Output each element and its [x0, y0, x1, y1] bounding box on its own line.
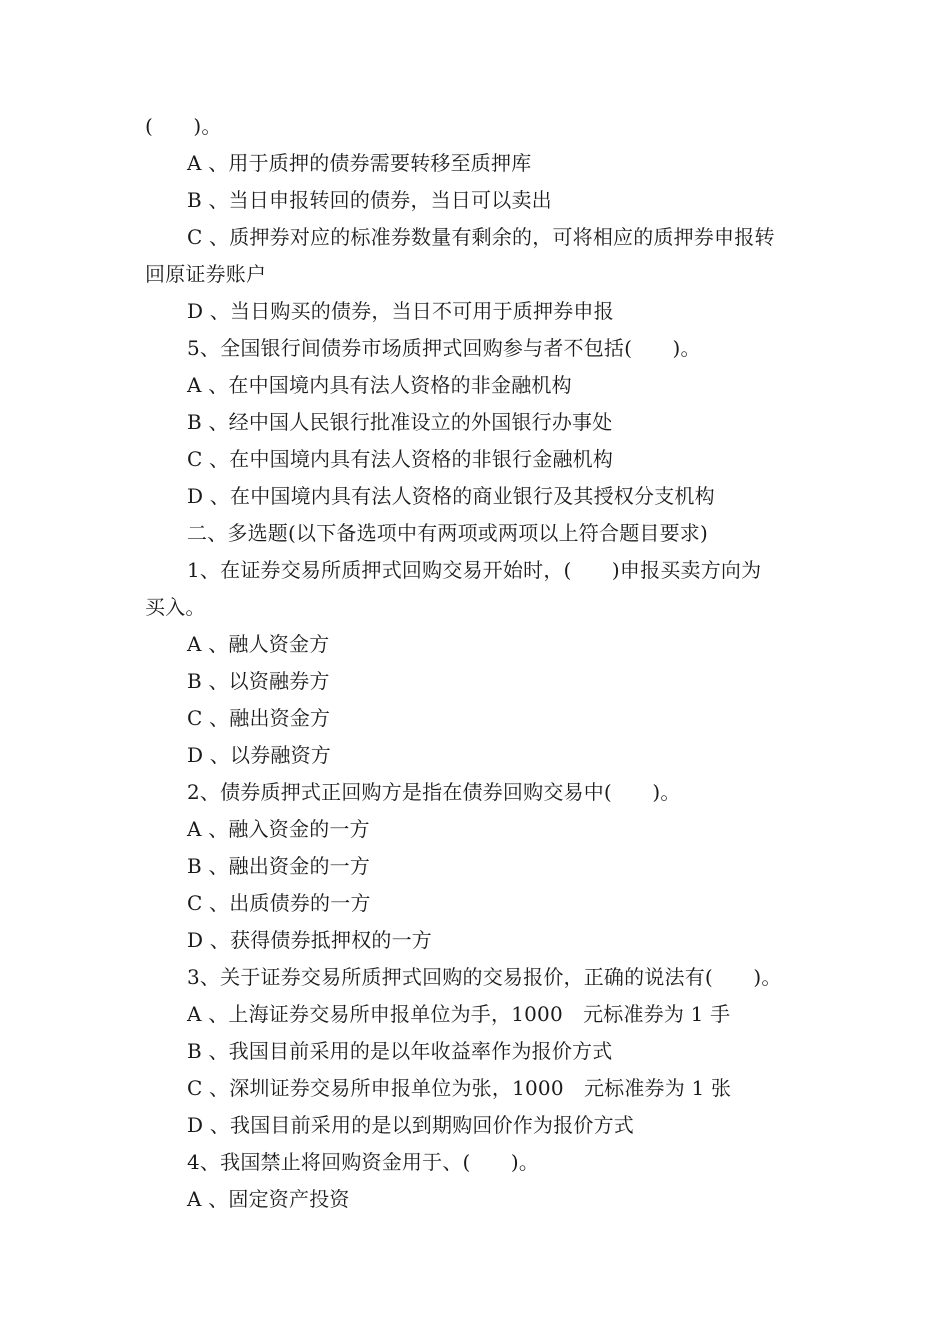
option-line: D 、当日购买的债券，当日不可用于质押券申报 — [187, 299, 614, 323]
option-line: D 、我国目前采用的是以到期购回价作为报价方式 — [187, 1113, 634, 1137]
option-line: A 、融入资金的一方 — [187, 817, 370, 841]
option-line: C 、出质债券的一方 — [187, 891, 371, 915]
question-line: 1、在证券交易所质押式回购交易开始时，( )申报买卖方向为 — [187, 558, 762, 582]
option-line: C 、融出资金方 — [187, 706, 331, 730]
text-line: ( )。 — [145, 114, 222, 138]
question-line: 2、债券质押式正回购方是指在债券回购交易中( )。 — [187, 780, 681, 804]
option-line: B 、融出资金的一方 — [187, 854, 371, 878]
option-line: A 、固定资产投资 — [187, 1187, 350, 1211]
option-line: A 、上海证券交易所申报单位为手，1000 元标准券为 1 手 — [187, 1002, 731, 1026]
question-line: 3、关于证券交易所质押式回购的交易报价，正确的说法有( )。 — [187, 965, 782, 989]
option-line: B 、以资融券方 — [187, 669, 330, 693]
option-line: B 、经中国人民银行批准设立的外国银行办事处 — [187, 410, 613, 434]
text-line: 买入。 — [145, 595, 206, 619]
option-line: C 、在中国境内具有法人资格的非银行金融机构 — [187, 447, 614, 471]
option-line: A 、用于质押的债券需要转移至质押库 — [187, 151, 532, 175]
document-body — [145, 108, 825, 1218]
section-heading: 二、多选题(以下备选项中有两项或两项以上符合题目要求) — [187, 521, 709, 545]
option-line: C 、深圳证券交易所申报单位为张，1000 元标准券为 1 张 — [187, 1076, 732, 1100]
option-line: A 、融人资金方 — [187, 632, 330, 656]
question-line: 5、全国银行间债券市场质押式回购参与者不包括( )。 — [187, 336, 701, 360]
question-line: 4、我国禁止将回购资金用于、( )。 — [187, 1150, 540, 1174]
option-line: B 、我国目前采用的是以年收益率作为报价方式 — [187, 1039, 613, 1063]
text-line: 回原证券账户 — [145, 262, 267, 286]
option-line: C 、质押券对应的标准券数量有剩余的，可将相应的质押券申报转 — [187, 225, 775, 249]
option-line: A 、在中国境内具有法人资格的非金融机构 — [187, 373, 572, 397]
option-line: D 、获得债券抵押权的一方 — [187, 928, 432, 952]
option-line: B 、当日申报转回的债券，当日可以卖出 — [187, 188, 552, 212]
option-line: D 、在中国境内具有法人资格的商业银行及其授权分支机构 — [187, 484, 715, 508]
option-line: D 、以券融资方 — [187, 743, 331, 767]
